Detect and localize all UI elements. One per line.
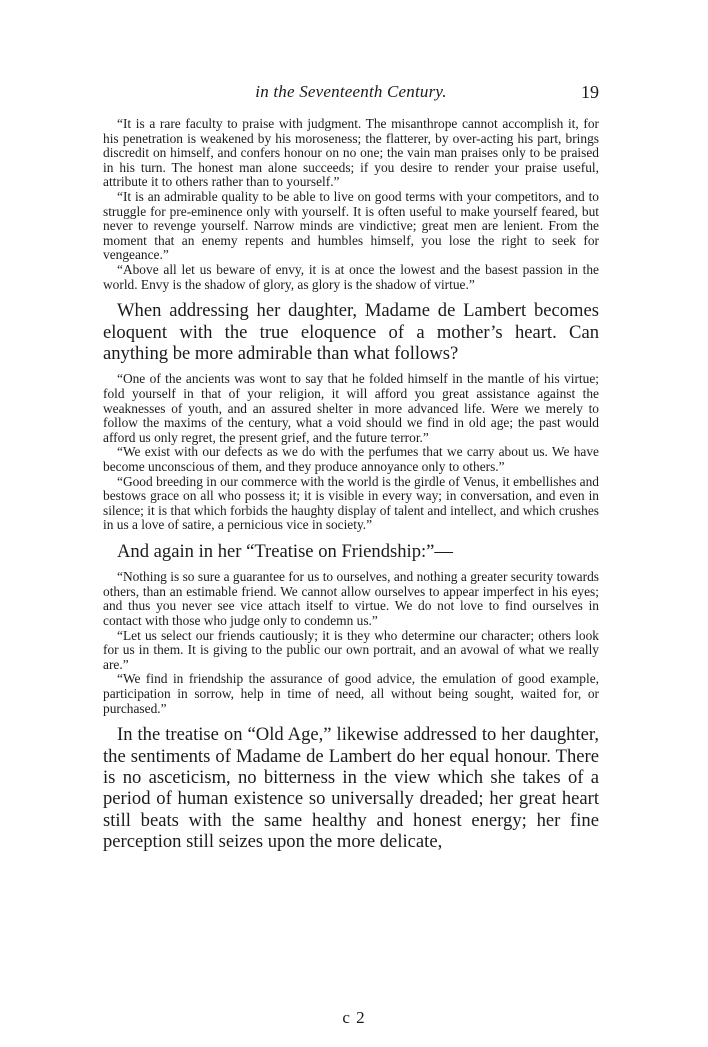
body-paragraph: When addressing her daughter, Madame de Lambert becomes eloquent with the true eloquence of a mother’s heart. Can anything be more admirable than what follows? (103, 300, 599, 364)
quote-paragraph: “It is a rare faculty to praise with judgment. The misanthrope cannot accomplish it, for his penetration is weakened by his moroseness; the flatterer, by over-acting his part, brings discredit on himself, and confers honour on no one; the vain man praises only to be praised in his turn. The honest man alone succeeds; if you desire to render your praise useful, attribute it to others rather than to yourself.” (103, 116, 599, 190)
page-number: 19 (581, 82, 599, 102)
page-body (103, 117, 599, 853)
quote-paragraph: “Nothing is so sure a guarantee for us to ourselves, and nothing a greater security towards others, than an estimable friend. We cannot allow ourselves to appear imperfect in his eyes; and thus you never see vice attach itself to virtue. We do not love to find ourselves in contact with those who judge only to condemn us.” (103, 569, 599, 629)
quote-paragraph: “We find in friendship the assurance of good advice, the emulation of good example, participation in sorrow, help in time of need, all without being sought, waited for, or purchased.” (103, 671, 599, 716)
quote-paragraph: “Let us select our friends cautiously; it is they who determine our character; others look for us in them. It is giving to the public our own portrait, and an avowal of what we really are.” (103, 627, 599, 672)
page-header (103, 82, 599, 104)
quote-paragraph: “We exist with our defects as we do with the perfumes that we carry about us. We have become unconscious of them, and they produce annoyance only to others.” (103, 444, 599, 474)
body-paragraph: In the treatise on “Old Age,” likewise addressed to her daughter, the sentiments of Madame de Lambert do her equal honour. There is no asceticism, no bitterness in the view which she takes of a period of human existence so universally dreaded; her great heart still beats with the same healthy and honest energy; her fine perception still seizes upon the more delicate, (103, 724, 599, 853)
quote-paragraph: “Good breeding in our commerce with the world is the girdle of Venus, it embellishes and bestows grace on all who possess it; it is visible in every way; in conversation, and even in silence; it is that which forbids the haughty display of talent and intellect, and which crushes in us a love of satire, a pernicious vice in society.” (103, 473, 599, 533)
quote-paragraph: “One of the ancients was wont to say that he folded himself in the mantle of his virtue; fold yourself in that of your religion, it will afford you great assistance against the weaknesses of youth, and an assured shelter in more advanced life. Were we merely to follow the maxims of the century, what a void should we find in old age; the past would afford us only regret, the present grief, and the future terror.” (103, 371, 599, 445)
body-paragraph: And again in her “Treatise on Friendship:”— (117, 540, 454, 562)
quote-paragraph: “Above all let us beware of envy, it is at once the lowest and the basest passion in the world. Envy is the shadow of glory, as glory is the shadow of virtue.” (103, 261, 599, 292)
quote-paragraph: “It is an admirable quality to be able to live on good terms with your competitors, and to struggle for pre-eminence only with yourself. It is often useful to make yourself feared, but never to revenge yourself. Narrow minds are vindictive; great men are lenient. From the moment that an enemy repents and humbles himself, you lose the right to seek for vengeance.” (103, 188, 599, 263)
running-head: in the Seventeenth Century. (255, 82, 447, 101)
signature-mark: c 2 (342, 1008, 366, 1027)
